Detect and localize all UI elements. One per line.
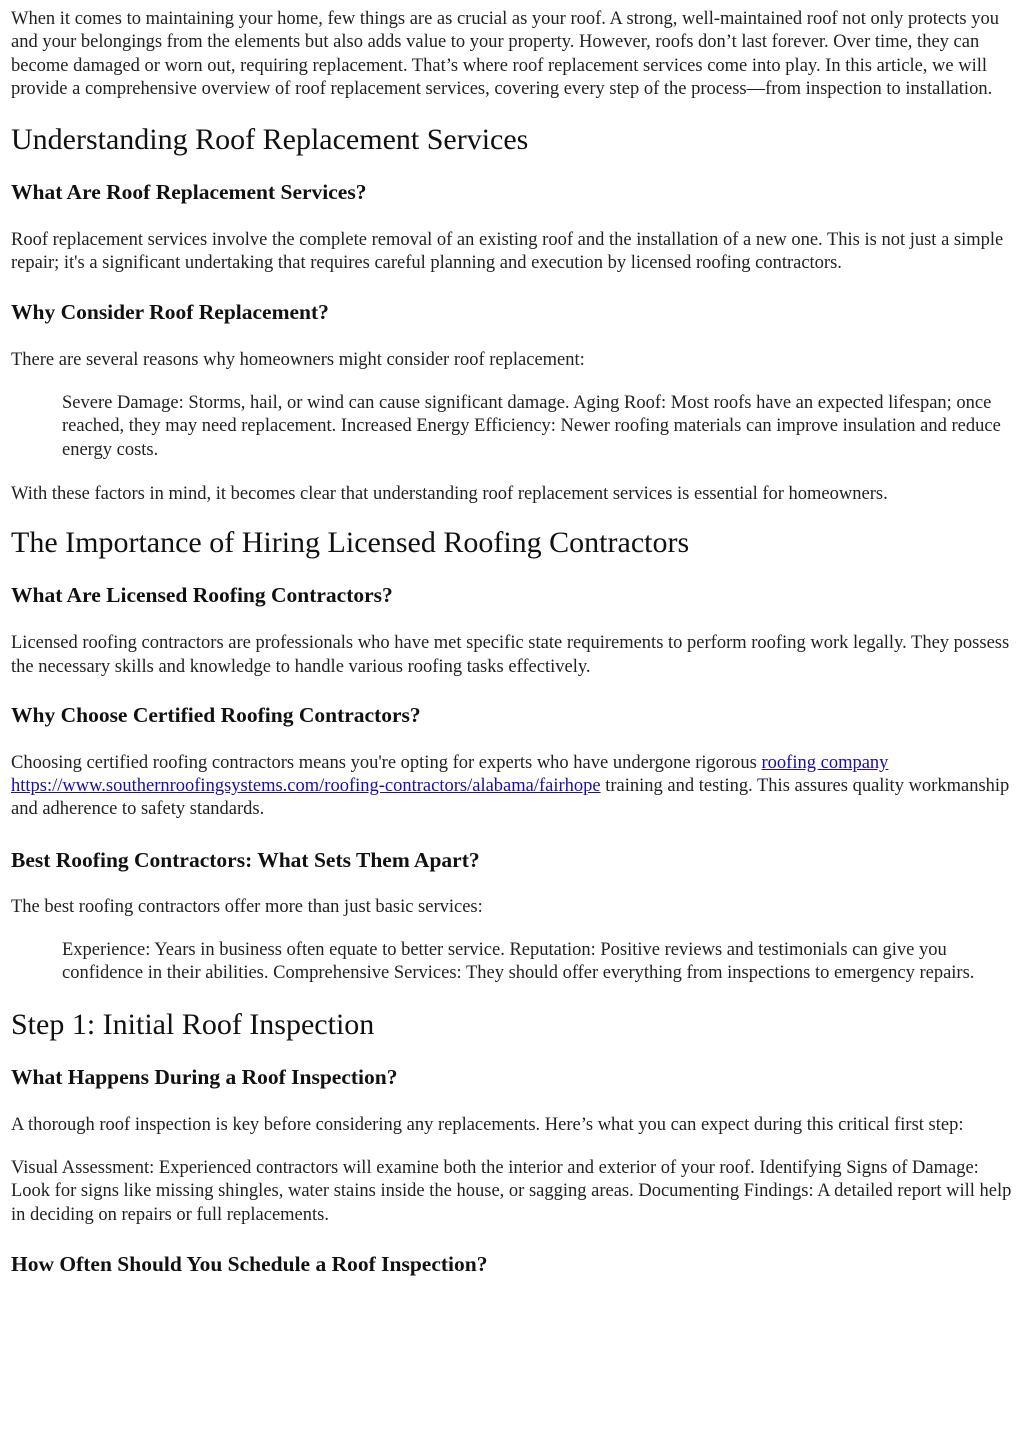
paragraph-inspection-details: Visual Assessment: Experienced contractors will examine both the interior and exterior of your roof. Identifying Signs of Damage: Look for signs like missing shingles, water stains inside the house, or sagging areas. Documenting Findings: A detailed report will help in deciding on repairs or full replacements. [11,1157,1012,1225]
best-contractors-list: Experience: Years in business often equate to better service. Reputation: Positive reviews and testimonials can give you confidence in their abilities. Comprehensive Services: They should offer everything from inspections to emergency repairs. [62,940,975,984]
paragraph-services-definition: Roof replacement services involve the complete removal of an existing roof and the installation of a new one. This is not just a simple repair; it's a significant undertaking that requires careful planning and execution by licensed roofing contractors. [11,230,1004,274]
intro-paragraph: When it comes to maintaining your home, few things are as crucial as your roof. A strong, well-maintained roof not only protects you and your belongings from the elements but also adds value to your property. However, roofs don’t last forever. Over time, they can become damaged or worn out, requiring replacement. That’s where roof replacement services come into play. In this article, we will provide a comprehensive overview of roof replacement services, covering every step of the process—from inspection to installation. [11,9,999,99]
southern-roofing-url-link[interactable]: https://www.southernroofingsystems.com/roofing-contractors/alabama/fairhope [11,776,601,797]
subheading-inspection-frequency: How Often Should You Schedule a Roof Inspection? [11,1251,488,1276]
section-heading-understanding: Understanding Roof Replacement Services [11,123,529,157]
subheading-what-are-services: What Are Roof Replacement Services? [11,180,367,205]
paragraph-inspection-intro: A thorough roof inspection is key before considering any replacements. Here’s what you can expect during this critical first step: [11,1114,964,1135]
subheading-inspection-what-happens: What Happens During a Roof Inspection? [11,1064,398,1089]
paragraph-reasons-closing: With these factors in mind, it becomes clear that understanding roof replacement services is essential for homeowners. [11,483,888,504]
subheading-why-certified: Why Choose Certified Roofing Contractors? [11,702,421,727]
paragraph-licensed-definition: Licensed roofing contractors are professionals who have met specific state requirements to perform roofing work legally. They possess the necessary skills and knowledge to handle various roofing tasks effectively. [11,633,1010,677]
reasons-list: Severe Damage: Storms, hail, or wind can cause significant damage. Aging Roof: Most roofs have an expected lifespan; once reached, they may need replacement. Increased Energy Efficiency: Newer roofing materials can improve insulation and reduce energy costs. [62,393,1001,460]
section-heading-licensed-contractors: The Importance of Hiring Licensed Roofing Contractors [11,526,690,560]
paragraph-certified [11,752,1014,822]
subheading-why-consider: Why Consider Roof Replacement? [11,299,329,324]
certified-text-before: Choosing certified roofing contractors means you're opting for experts who have undergone rigorous [11,752,762,773]
paragraph-reasons-intro: There are several reasons why homeowners might consider roof replacement: [11,349,585,370]
subheading-best-contractors: Best Roofing Contractors: What Sets Them Apart? [11,847,480,872]
paragraph-best-intro: The best roofing contractors offer more than just basic services: [11,896,483,917]
subheading-what-are-licensed: What Are Licensed Roofing Contractors? [11,583,393,608]
section-heading-step-1: Step 1: Initial Roof Inspection [11,1007,375,1041]
roofing-company-link[interactable]: roofing company [761,752,889,773]
certified-text-after: training and testing. This assures quality workmanship and adherence to safety standards. [11,776,1010,820]
